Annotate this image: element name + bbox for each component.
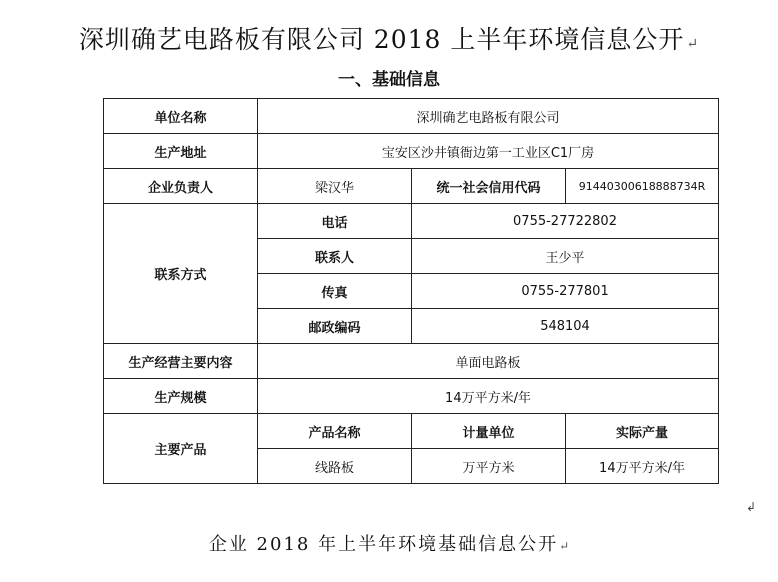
products-label: 主要产品	[104, 414, 258, 484]
phone-value: 0755-27722802	[412, 204, 719, 239]
product-unit-value: 万平方米	[412, 449, 566, 484]
scale-label: 生产规模	[104, 379, 258, 414]
legal-rep-label: 企业负责人	[104, 169, 258, 204]
product-output-value: 14万平方米/年	[566, 449, 719, 484]
credit-code-value: 91440300618888734R	[566, 169, 719, 204]
product-name-header: 产品名称	[258, 414, 412, 449]
phone-label: 电话	[258, 204, 412, 239]
address-label: 生产地址	[104, 134, 258, 169]
postcode-value: 548104	[412, 309, 719, 344]
document-caption-text: 企业 2018 年上半年环境基础信息公开	[208, 534, 559, 555]
unit-header: 计量单位	[412, 414, 566, 449]
table-row	[104, 169, 719, 204]
unit-name-value: 深圳确艺电路板有限公司	[258, 99, 719, 134]
section-heading: 一、基础信息	[338, 70, 440, 90]
fax-value: 0755-277801	[412, 274, 719, 309]
product-name-value: 线路板	[258, 449, 412, 484]
contact-person-value: 王少平	[412, 239, 719, 274]
credit-code-label: 统一社会信用代码	[412, 169, 566, 204]
document-title	[0, 20, 778, 56]
legal-rep-value: 梁汉华	[258, 169, 412, 204]
paragraph-mark-icon: ↵	[686, 36, 700, 52]
postcode-label: 邮政编码	[258, 309, 412, 344]
document-caption	[0, 530, 778, 556]
table-row	[104, 204, 719, 239]
main-business-value: 单面电路板	[258, 344, 719, 379]
table-row	[104, 344, 719, 379]
scale-value: 14万平方米/年	[258, 379, 719, 414]
unit-name-label: 单位名称	[104, 99, 258, 134]
fax-label: 传真	[258, 274, 412, 309]
table-row	[104, 414, 719, 449]
paragraph-mark-icon: ↵	[559, 539, 570, 553]
basic-info-table	[103, 98, 719, 484]
output-header: 实际产量	[566, 414, 719, 449]
address-value: 宝安区沙井镇衙边第一工业区C1厂房	[258, 134, 719, 169]
table-row	[104, 99, 719, 134]
document-title-text: 深圳确艺电路板有限公司 2018 上半年环境信息公开	[78, 25, 685, 54]
table-row	[104, 379, 719, 414]
contact-label: 联系方式	[104, 204, 258, 344]
table-row	[104, 134, 719, 169]
contact-person-label: 联系人	[258, 239, 412, 274]
line-break-mark-icon: ↲	[746, 500, 757, 514]
main-business-label: 生产经营主要内容	[104, 344, 258, 379]
